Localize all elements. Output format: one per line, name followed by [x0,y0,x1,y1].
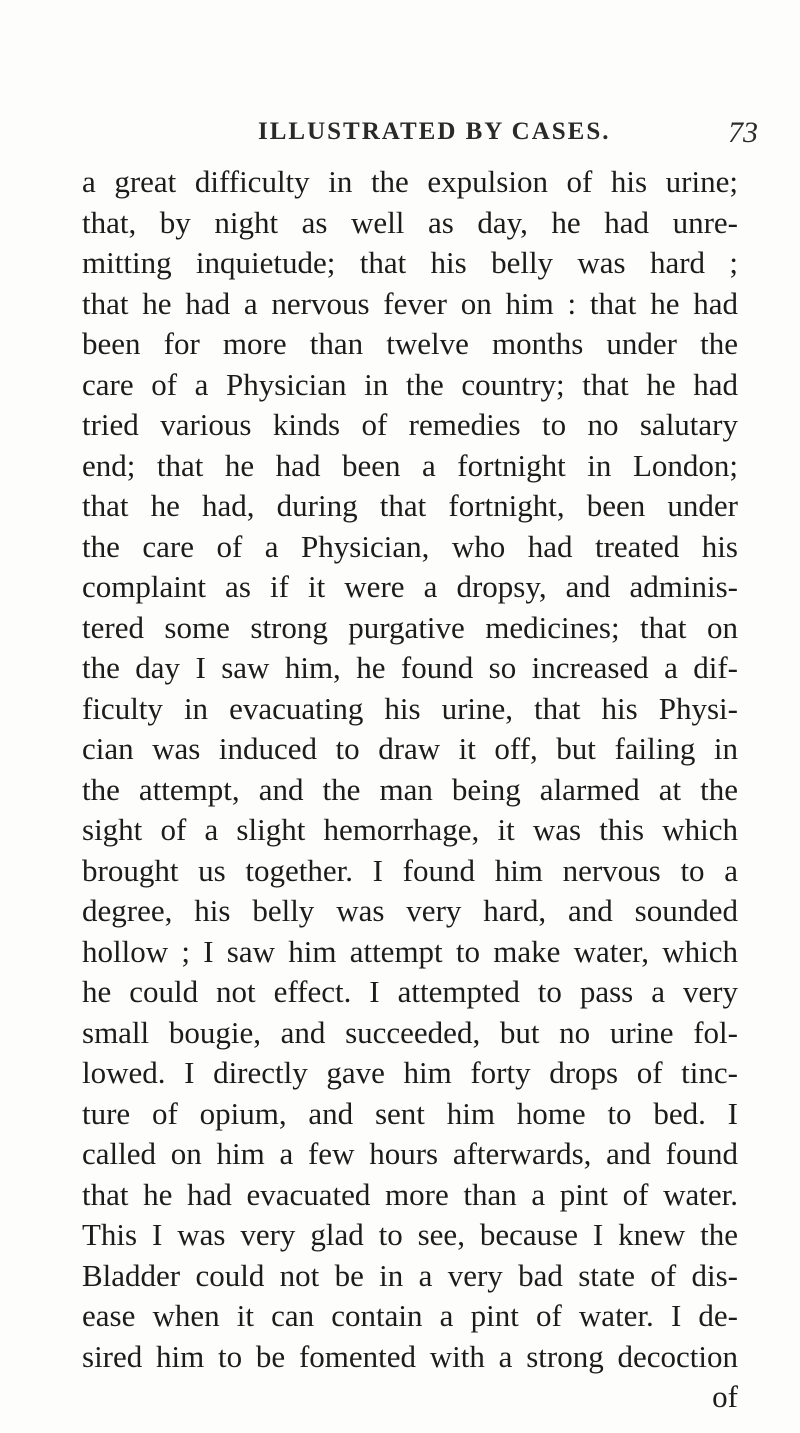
text-line: end; that he had been a fortnight in London; [82,447,738,483]
text-line: a great difficulty in the expulsion of his urine; [82,164,738,199]
text-line: cian was induced to draw it off, but failing in [82,731,738,766]
text-line: Bladder could not be in a very bad state of dis- [82,1257,738,1293]
running-head [0,118,800,158]
text-line: called on him a few hours afterwards, and found [82,1136,738,1171]
text-line: degree, his belly was very hard, and sounded [82,893,738,928]
catchword: of [712,1379,738,1414]
text-line: This I was very glad to see, because I knew the [82,1217,738,1252]
text-line: that he had, during that fortnight, been under [82,488,738,523]
text-line: sired him to be fomented with a strong decoction [82,1338,738,1374]
text-line: care of a Physician in the country; that he had [82,366,738,402]
text-line: he could not effect. I attempted to pass a very [82,974,738,1009]
text-line: brought us together. I found him nervous to a [82,852,738,888]
running-title: ILLUSTRATED BY CASES. [258,118,611,145]
text-line: mitting inquietude; that his belly was hard ; [82,245,738,280]
text-line: that he had a nervous fever on him : that he had [82,285,738,321]
text-line: small bougie, and succeeded, but no urine fol- [82,1014,738,1050]
text-line: the day I saw him, he found so increased a dif- [82,650,738,685]
text-line: ease when it can contain a pint of water. I de- [82,1298,738,1333]
text-line: lowed. I directly gave him forty drops of tinc- [82,1055,738,1090]
text-line: tered some strong purgative medicines; that on [82,609,738,645]
text-line: that he had evacuated more than a pint of water. [82,1176,738,1212]
page-number: 73 [728,116,758,149]
text-line: ture of opium, and sent him home to bed. I [82,1095,738,1131]
text-line: sight of a slight hemorrhage, it was this which [82,812,738,847]
text-line: hollow ; I saw him attempt to make water, which [82,933,738,969]
text-line: ficulty in evacuating his urine, that his Physi- [82,690,738,726]
text-line: tried various kinds of remedies to no salutary [82,407,738,442]
text-line: complaint as if it were a dropsy, and adminis- [82,569,738,604]
text-line: that, by night as well as day, he had unre- [82,204,738,240]
text-line: the attempt, and the man being alarmed at the [82,771,738,807]
text-line: the care of a Physician, who had treated his [82,528,738,564]
text-line: been for more than twelve months under the [82,326,738,361]
